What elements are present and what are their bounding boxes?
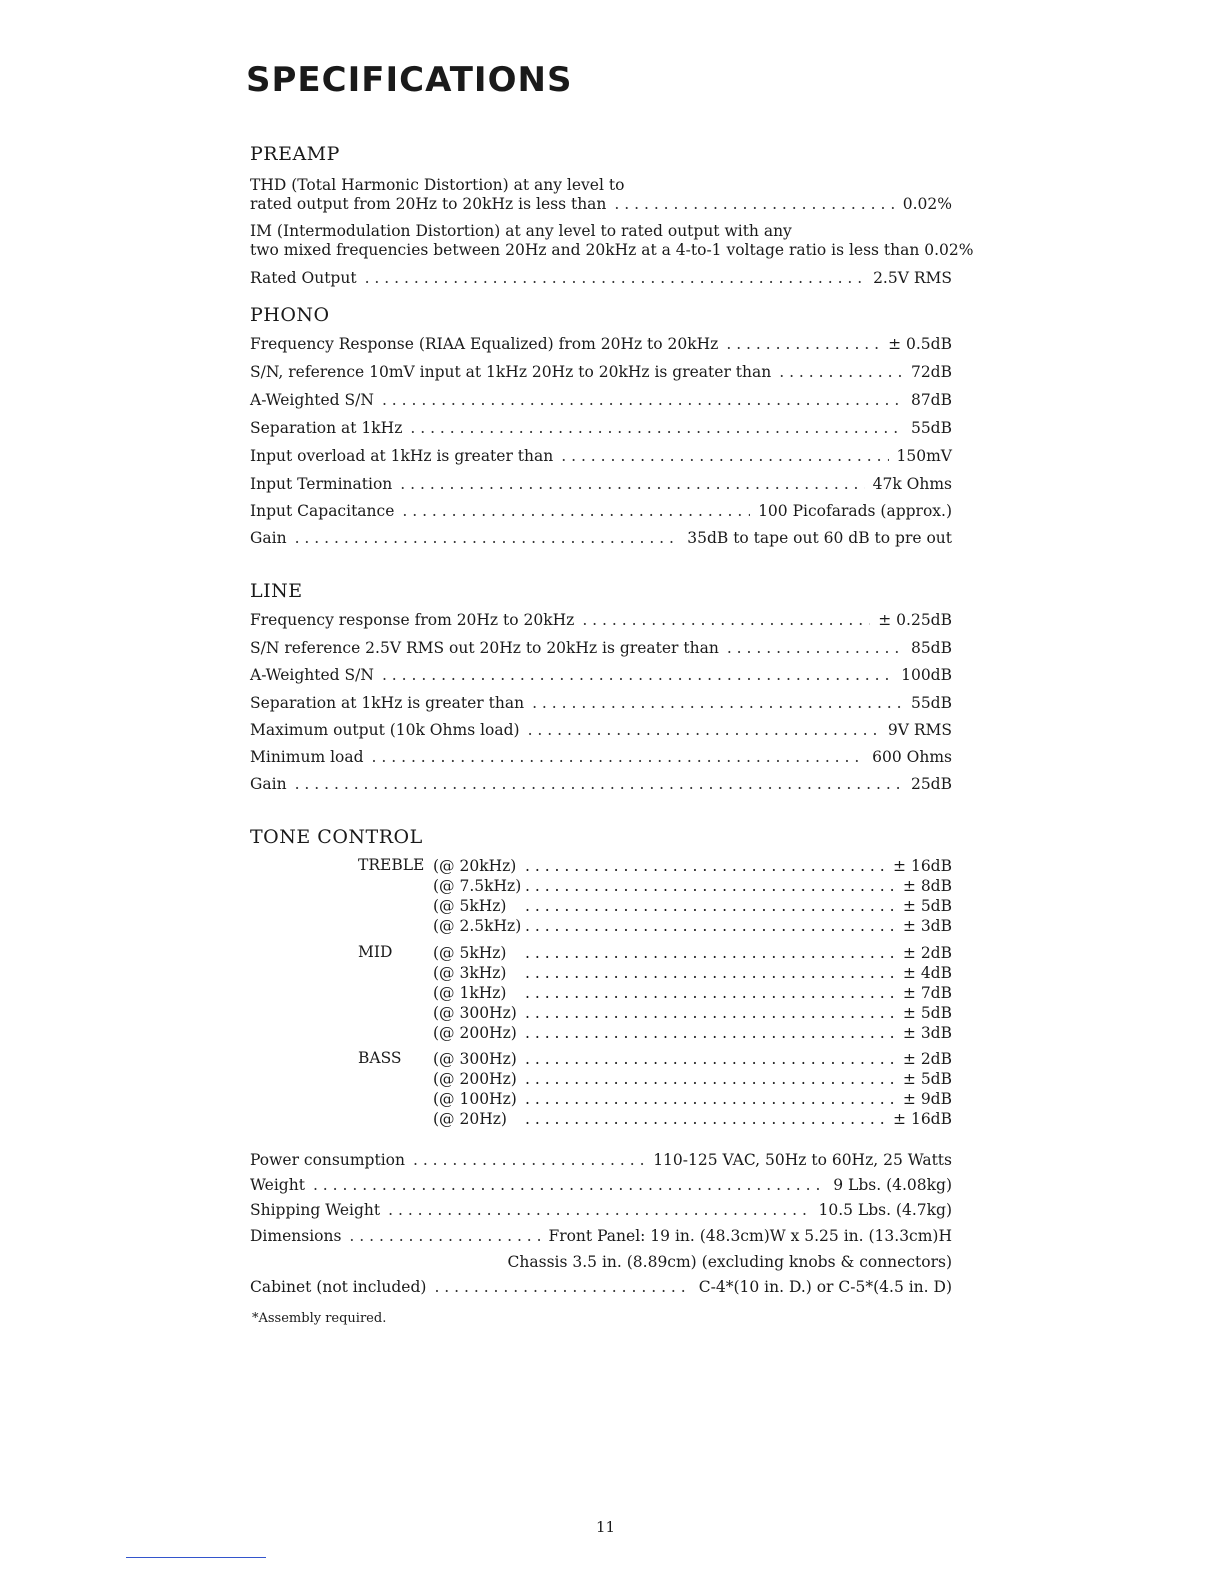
tone-row — [433, 983, 952, 1003]
tone-value: ± 7dB — [902, 984, 952, 1002]
spec-row — [250, 638, 952, 658]
tone-frequency: (@ 5kHz) — [433, 897, 507, 915]
spec-value: ± 0.25dB — [878, 611, 952, 629]
spec-row-thd — [250, 194, 952, 214]
tone-frequency: (@ 20kHz) — [433, 857, 517, 875]
spec-label: S/N, reference 10mV input at 1kHz 20Hz to 20kHz is greater than — [250, 363, 772, 381]
spec-row — [250, 693, 952, 713]
leader-dots — [525, 1023, 895, 1043]
tone-value: ± 3dB — [902, 1024, 952, 1042]
spec-value: 110-125 VAC, 50Hz to 60Hz, 25 Watts — [653, 1151, 952, 1169]
tone-row — [433, 1023, 952, 1043]
leader-dots — [295, 774, 903, 794]
tone-value: ± 16dB — [893, 1110, 952, 1128]
leader-dots — [313, 1175, 825, 1195]
leader-dots — [382, 665, 893, 685]
leader-dots — [525, 896, 895, 916]
spec-value: ± 0.5dB — [888, 335, 952, 353]
spec-row-cabinet — [250, 1277, 952, 1297]
tone-row — [433, 896, 952, 916]
tone-row — [433, 916, 952, 936]
spec-label: Input Termination — [250, 475, 393, 493]
spec-row — [250, 720, 952, 740]
line-heading: LINE — [250, 580, 303, 602]
spec-label: Cabinet (not included) — [250, 1278, 427, 1296]
spec-row-dimensions — [250, 1226, 952, 1246]
spec-value: 0.02% — [902, 195, 952, 213]
leader-dots — [402, 501, 750, 521]
page-number: 11 — [596, 1518, 616, 1536]
spec-value: 55dB — [910, 694, 952, 712]
tone-group-mid — [358, 943, 952, 1042]
phono-heading: PHONO — [250, 304, 330, 326]
leader-dots — [525, 856, 885, 876]
spec-value: Front Panel: 19 in. (48.3cm)W x 5.25 in. (13.3cm)H — [548, 1227, 952, 1245]
leader-dots — [525, 943, 895, 963]
spec-label: Input overload at 1kHz is greater than — [250, 447, 554, 465]
spec-label: Gain — [250, 529, 287, 547]
tone-frequency: (@ 1kHz) — [433, 984, 507, 1002]
leader-dots — [388, 1200, 810, 1220]
tone-control-heading: TONE CONTROL — [250, 826, 423, 848]
spec-label: Shipping Weight — [250, 1201, 381, 1219]
tone-frequency: (@ 5kHz) — [433, 944, 507, 962]
tone-row — [433, 963, 952, 983]
spec-value: 35dB to tape out 60 dB to pre out — [687, 529, 952, 547]
spec-row — [250, 446, 952, 466]
spec-value: 25dB — [910, 775, 952, 793]
spec-label: A-Weighted S/N — [250, 666, 374, 684]
spec-row — [250, 334, 952, 354]
leader-dots — [779, 362, 903, 382]
spec-row — [250, 390, 952, 410]
leader-dots — [726, 334, 880, 354]
spec-label: Rated Output — [250, 269, 357, 287]
tone-row — [433, 943, 952, 963]
leader-dots — [532, 693, 903, 713]
spec-label: rated output from 20Hz to 20kHz is less than — [250, 195, 607, 213]
spec-row — [250, 774, 952, 794]
leader-dots — [525, 876, 895, 896]
leader-dots — [727, 638, 903, 658]
tone-frequency: (@ 200Hz) — [433, 1070, 517, 1088]
tone-value: ± 5dB — [902, 1004, 952, 1022]
leader-dots — [400, 474, 864, 494]
spec-label: A-Weighted S/N — [250, 391, 374, 409]
leader-dots — [525, 916, 895, 936]
tone-row — [433, 1069, 952, 1089]
thd-line-1: THD (Total Harmonic Distortion) at any level to — [250, 176, 625, 194]
tone-frequency: (@ 2.5kHz) — [433, 917, 522, 935]
dimensions-chassis: Chassis 3.5 in. (8.89cm) (excluding knobs & connectors) — [507, 1253, 952, 1271]
spec-label: Dimensions — [250, 1227, 342, 1245]
leader-dots — [525, 983, 895, 1003]
leader-dots — [382, 390, 903, 410]
im-line-2: two mixed frequencies between 20Hz and 20kHz at a 4-to-1 voltage ratio is less than 0.02% — [250, 241, 974, 259]
leader-dots — [614, 194, 894, 214]
spec-value: 47k Ohms — [872, 475, 952, 493]
tone-group-label: TREBLE — [358, 856, 425, 874]
spec-value: 72dB — [910, 363, 952, 381]
spec-label: Input Capacitance — [250, 502, 395, 520]
tone-value: ± 5dB — [902, 897, 952, 915]
spec-row — [250, 418, 952, 438]
spec-row — [250, 362, 952, 382]
spec-value: 9V RMS — [887, 721, 952, 739]
tone-row — [433, 1089, 952, 1109]
leader-dots — [525, 1003, 895, 1023]
spec-value: 100dB — [901, 666, 952, 684]
spec-row-rated-output — [250, 268, 952, 288]
tone-row — [433, 876, 952, 896]
spec-label: S/N reference 2.5V RMS out 20Hz to 20kHz is greater than — [250, 639, 719, 657]
spec-value: 600 Ohms — [872, 748, 952, 766]
tone-frequency: (@ 7.5kHz) — [433, 877, 522, 895]
spec-value: 10.5 Lbs. (4.7kg) — [818, 1201, 952, 1219]
tone-row — [433, 1003, 952, 1023]
spec-value: 9 Lbs. (4.08kg) — [833, 1176, 952, 1194]
tone-value: ± 5dB — [902, 1070, 952, 1088]
tone-value: ± 16dB — [893, 857, 952, 875]
leader-dots — [525, 963, 895, 983]
leader-dots — [365, 268, 865, 288]
leader-dots — [528, 720, 880, 740]
tone-value: ± 4dB — [902, 964, 952, 982]
spec-label: Frequency Response (RIAA Equalized) from 20Hz to 20kHz — [250, 335, 719, 353]
tone-row — [433, 1049, 952, 1069]
leader-dots — [525, 1049, 895, 1069]
tone-group-bass — [358, 1049, 952, 1128]
spec-label: Gain — [250, 775, 287, 793]
leader-dots — [561, 446, 888, 466]
im-line-1: IM (Intermodulation Distortion) at any level to rated output with any — [250, 222, 792, 240]
spec-row — [250, 747, 952, 767]
spec-row-shipping-weight — [250, 1200, 952, 1220]
leader-dots — [582, 610, 870, 630]
tone-frequency: (@ 3kHz) — [433, 964, 507, 982]
leader-dots — [413, 1150, 645, 1170]
tone-value: ± 8dB — [902, 877, 952, 895]
leader-dots — [525, 1109, 885, 1129]
leader-dots — [372, 747, 865, 767]
bottom-rule — [126, 1557, 266, 1558]
leader-dots — [349, 1226, 540, 1246]
tone-group-label: MID — [358, 943, 393, 961]
spec-row — [250, 610, 952, 630]
spec-value: 2.5V RMS — [873, 269, 952, 287]
spec-row — [250, 474, 952, 494]
tone-frequency: (@ 200Hz) — [433, 1024, 517, 1042]
tone-value: ± 2dB — [902, 1050, 952, 1068]
spec-label: Minimum load — [250, 748, 364, 766]
tone-frequency: (@ 100Hz) — [433, 1090, 517, 1108]
leader-dots — [525, 1069, 895, 1089]
spec-value: 55dB — [910, 419, 952, 437]
spec-value: 150mV — [896, 447, 952, 465]
leader-dots — [525, 1089, 895, 1109]
preamp-heading: PREAMP — [250, 143, 340, 165]
spec-row — [250, 528, 952, 548]
tone-row — [433, 856, 952, 876]
spec-value: 85dB — [910, 639, 952, 657]
spec-value: C-4*(10 in. D.) or C-5*(4.5 in. D) — [698, 1278, 952, 1296]
spec-label: Maximum output (10k Ohms load) — [250, 721, 520, 739]
spec-value: 87dB — [910, 391, 952, 409]
spec-row-power — [250, 1150, 952, 1170]
tone-value: ± 3dB — [902, 917, 952, 935]
footnote: *Assembly required. — [252, 1311, 387, 1326]
tone-group-treble — [358, 856, 952, 935]
tone-frequency: (@ 300Hz) — [433, 1050, 517, 1068]
leader-dots — [410, 418, 903, 438]
leader-dots — [295, 528, 680, 548]
spec-label: Separation at 1kHz is greater than — [250, 694, 525, 712]
page-title: SPECIFICATIONS — [246, 60, 573, 100]
spec-value: 100 Picofarads (approx.) — [758, 502, 952, 520]
spec-label: Frequency response from 20Hz to 20kHz — [250, 611, 575, 629]
spec-label: Separation at 1kHz — [250, 419, 403, 437]
leader-dots — [434, 1277, 690, 1297]
tone-value: ± 2dB — [902, 944, 952, 962]
spec-label: Power consumption — [250, 1151, 405, 1169]
spec-row — [250, 665, 952, 685]
spec-row — [250, 501, 952, 521]
spec-label: Weight — [250, 1176, 305, 1194]
tone-frequency: (@ 300Hz) — [433, 1004, 517, 1022]
tone-group-label: BASS — [358, 1049, 402, 1067]
tone-frequency: (@ 20Hz) — [433, 1110, 507, 1128]
tone-value: ± 9dB — [902, 1090, 952, 1108]
spec-row-weight — [250, 1175, 952, 1195]
tone-row — [433, 1109, 952, 1129]
